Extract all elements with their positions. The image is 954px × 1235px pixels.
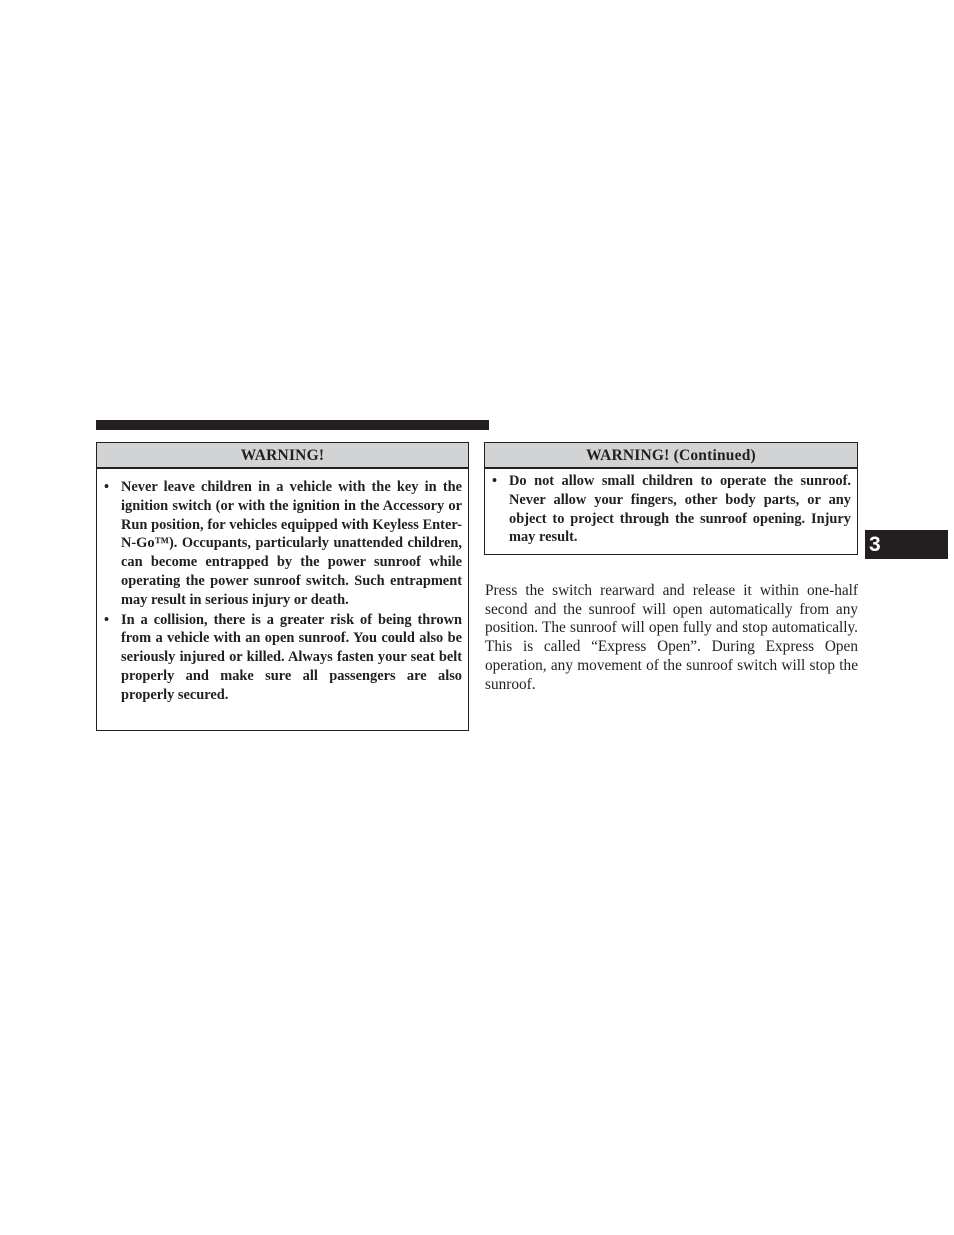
warning-item-text: In a collision, there is a greater risk of being thrown from a vehicle with an open sunroof. You could also be seriously injured or killed. Always fasten your seat belt properly and make sure all passengers are also properly secured. [121, 611, 462, 703]
warning-title: WARNING! [97, 443, 468, 469]
warning-continued-box [484, 442, 858, 555]
warning-item [491, 472, 851, 547]
warning-list [485, 469, 857, 547]
chapter-number: 3 [869, 533, 881, 556]
bullet-icon: • [492, 473, 498, 489]
bullet-icon: • [104, 611, 110, 628]
warning-item-text: Do not allow small children to operate the sunroof. Never allow your fingers, other body parts, or any object to project through the sunroof opening. Injury may result. [509, 473, 851, 546]
chapter-tab [865, 530, 948, 559]
warning-box [96, 442, 469, 731]
body-paragraph: Press the switch rearward and release it within one-half second and the sunroof will open automatically from any position. The sunroof will open fully and stop automatically. This is called “Express Open”. During Express Open operation, any movement of the sunroof switch will stop the sunroof. [485, 582, 858, 693]
warning-list [97, 469, 468, 705]
bullet-icon: • [104, 479, 110, 495]
warning-continued-title: WARNING! (Continued) [485, 443, 857, 469]
warning-item [103, 478, 462, 610]
section-rule [96, 420, 489, 430]
warning-item-text: Never leave children in a vehicle with the key in the ignition switch (or with the ignition in the Accessory or Run position, for vehicles equipped with Keyless Enter-N-Go™). Occupants, particularly unattended children, can become entrapped by the power sunroof while operating the power sunroof switch. Such entrapment may result in serious injury or death. [121, 479, 462, 608]
warning-item [103, 611, 462, 705]
